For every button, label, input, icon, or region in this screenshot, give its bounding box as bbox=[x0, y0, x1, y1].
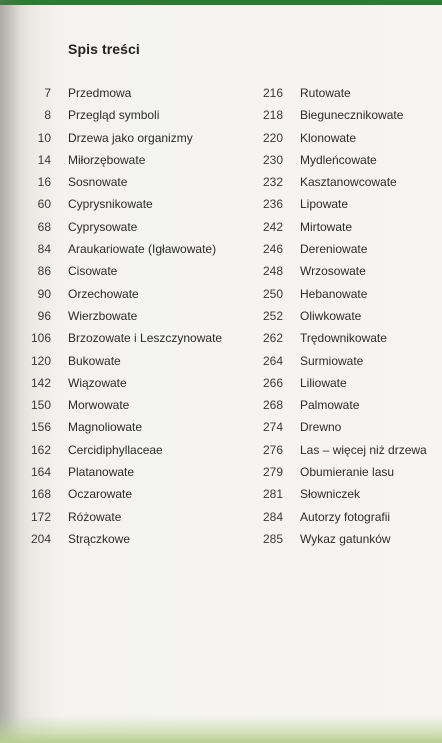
toc-section-name: Przegląd symboli bbox=[68, 108, 160, 123]
toc-entry bbox=[20, 197, 250, 219]
toc-section-name: Kasztanowcowate bbox=[300, 175, 397, 190]
toc-page-number: 10 bbox=[37, 130, 51, 145]
toc-entry bbox=[20, 287, 250, 309]
toc-section-name: Autorzy fotografii bbox=[300, 509, 391, 524]
toc-entry bbox=[20, 420, 250, 442]
toc-entry bbox=[20, 220, 250, 242]
toc-section-name: Mydleńcowate bbox=[300, 152, 377, 167]
toc-page-number: 216 bbox=[262, 86, 283, 100]
toc-page-number: 230 bbox=[262, 152, 283, 167]
bottom-green-edge bbox=[0, 715, 442, 743]
toc-entry bbox=[252, 175, 437, 197]
toc-section-name: Mirtowate bbox=[300, 219, 353, 234]
toc-section-name: Las – więcej niż drzewa bbox=[300, 442, 427, 457]
toc-section-name: Przedmowa bbox=[68, 86, 132, 100]
toc-page-number: 60 bbox=[37, 197, 51, 212]
toc-entry bbox=[252, 309, 437, 331]
toc-page-number: 106 bbox=[30, 331, 51, 346]
toc-page-number: 236 bbox=[262, 197, 283, 212]
toc-entry bbox=[20, 153, 250, 175]
toc-page-number: 279 bbox=[262, 465, 283, 480]
toc-page-number: 248 bbox=[262, 264, 283, 279]
toc-section-name: Cyprysowate bbox=[68, 219, 138, 234]
toc-entry bbox=[252, 153, 437, 175]
toc-entry bbox=[20, 532, 250, 554]
toc-page-number: 281 bbox=[262, 487, 283, 502]
toc-section-name: Dereniowate bbox=[300, 242, 368, 257]
toc-entry bbox=[20, 376, 250, 398]
toc-entry bbox=[252, 287, 437, 309]
toc-section-name: Bukowate bbox=[68, 353, 121, 368]
toc-section-name: Wiązowate bbox=[68, 375, 127, 390]
toc-page-number: 242 bbox=[262, 219, 283, 234]
toc-section-name: Klonowate bbox=[300, 130, 357, 145]
toc-column-right bbox=[252, 86, 437, 554]
toc-page-number: 220 bbox=[262, 130, 283, 145]
toc-page-number: 16 bbox=[37, 175, 51, 190]
toc-section-name: Różowate bbox=[68, 509, 122, 524]
toc-section-name: Wykaz gatunków bbox=[300, 531, 391, 546]
toc-entry bbox=[20, 131, 250, 153]
toc-section-name: Cercidiphyllaceae bbox=[68, 442, 163, 457]
toc-page-number: 7 bbox=[44, 86, 51, 100]
toc-section-name: Cisowate bbox=[68, 264, 118, 279]
toc-section-name: Miłorzębowate bbox=[68, 152, 146, 167]
toc-section-name: Surmiowate bbox=[300, 353, 364, 368]
toc-section-name: Oczarowate bbox=[68, 487, 133, 502]
toc-page-number: 14 bbox=[37, 152, 51, 167]
toc-section-name: Palmowate bbox=[300, 398, 360, 413]
toc-entry bbox=[252, 242, 437, 264]
toc-page-number: 218 bbox=[262, 108, 283, 123]
toc-entry bbox=[252, 443, 437, 465]
toc-entry bbox=[20, 331, 250, 353]
toc-entry bbox=[20, 354, 250, 376]
spine-shadow bbox=[0, 0, 22, 743]
toc-column-left bbox=[20, 86, 250, 554]
toc-section-name: Araukariowate (Igławowate) bbox=[68, 242, 217, 257]
toc-section-name: Orzechowate bbox=[68, 286, 139, 301]
toc-entry bbox=[20, 242, 250, 264]
toc-page-number: 276 bbox=[262, 442, 283, 457]
toc-section-name: Wierzbowate bbox=[68, 308, 138, 323]
toc-section-name: Sosnowate bbox=[68, 175, 128, 190]
toc-page-number: 285 bbox=[262, 531, 283, 546]
toc-section-name: Cyprysnikowate bbox=[68, 197, 153, 212]
toc-page-number: 252 bbox=[262, 308, 283, 323]
toc-section-name: Magnoliowate bbox=[68, 420, 143, 435]
toc-section-name: Rutowate bbox=[300, 86, 351, 100]
toc-section-name: Oliwkowate bbox=[300, 308, 362, 323]
toc-page-number: 150 bbox=[30, 398, 51, 413]
toc-page-number: 156 bbox=[30, 420, 51, 435]
toc-entry bbox=[252, 376, 437, 398]
toc-entry bbox=[252, 398, 437, 420]
toc-page-number: 284 bbox=[262, 509, 283, 524]
toc-page-number: 262 bbox=[262, 331, 283, 346]
toc-page-number: 90 bbox=[37, 286, 51, 301]
toc-entry bbox=[252, 86, 437, 108]
toc-section-name: Słowniczek bbox=[300, 487, 361, 502]
toc-entry bbox=[20, 309, 250, 331]
toc-entry bbox=[20, 175, 250, 197]
toc-page-number: 68 bbox=[37, 219, 51, 234]
toc-entry bbox=[252, 487, 437, 509]
toc-section-name: Trędownikowate bbox=[300, 331, 387, 346]
toc-entry bbox=[20, 398, 250, 420]
top-green-strip bbox=[0, 0, 442, 5]
toc-entry bbox=[252, 197, 437, 219]
toc-entry bbox=[252, 131, 437, 153]
toc-entry bbox=[20, 443, 250, 465]
toc-entry bbox=[20, 86, 250, 108]
toc-page-number: 266 bbox=[262, 375, 283, 390]
toc-entry bbox=[252, 264, 437, 286]
toc-entry bbox=[20, 487, 250, 509]
toc-section-name: Brzozowate i Leszczynowate bbox=[68, 331, 223, 346]
toc-entry bbox=[252, 510, 437, 532]
toc-entry bbox=[252, 354, 437, 376]
toc-section-name: Drewno bbox=[300, 420, 342, 435]
toc-page-number: 168 bbox=[30, 487, 51, 502]
toc-entry bbox=[20, 264, 250, 286]
toc-section-name: Platanowate bbox=[68, 465, 135, 480]
toc-page-number: 84 bbox=[37, 242, 51, 257]
toc-section-name: Morwowate bbox=[68, 398, 130, 413]
toc-page-number: 274 bbox=[262, 420, 283, 435]
toc-entry bbox=[252, 532, 437, 554]
toc-entry bbox=[252, 220, 437, 242]
toc-page-number: 86 bbox=[37, 264, 51, 279]
toc-page-number: 8 bbox=[44, 108, 51, 123]
toc-entry bbox=[20, 510, 250, 532]
toc-section-name: Lipowate bbox=[300, 197, 349, 212]
toc-section-name: Biegunecznikowate bbox=[300, 108, 404, 123]
toc-page-number: 232 bbox=[262, 175, 283, 190]
toc-page-number: 142 bbox=[30, 375, 51, 390]
toc-entry bbox=[252, 465, 437, 487]
toc-entry bbox=[252, 108, 437, 130]
toc-section-name: Liliowate bbox=[300, 375, 347, 390]
toc-section-name: Strączkowe bbox=[68, 531, 131, 546]
toc-section-name: Wrzosowate bbox=[300, 264, 366, 279]
toc-page-number: 120 bbox=[30, 353, 51, 368]
toc-page-number: 204 bbox=[30, 531, 51, 546]
toc-page-number: 250 bbox=[262, 286, 283, 301]
page-title: Spis treści bbox=[68, 41, 140, 57]
toc-entry bbox=[252, 420, 437, 442]
toc-entry bbox=[20, 108, 250, 130]
toc-entry bbox=[20, 465, 250, 487]
toc-page-number: 264 bbox=[262, 353, 283, 368]
toc-section-name: Drzewa jako organizmy bbox=[68, 130, 193, 145]
toc-section-name: Hebanowate bbox=[300, 286, 368, 301]
toc-section-name: Obumieranie lasu bbox=[300, 465, 395, 480]
toc-entry bbox=[252, 331, 437, 353]
toc-page-number: 172 bbox=[30, 509, 51, 524]
toc-page-number: 268 bbox=[262, 398, 283, 413]
toc-page-number: 246 bbox=[262, 242, 283, 257]
toc-page-number: 164 bbox=[30, 465, 51, 480]
toc-page-number: 162 bbox=[30, 442, 51, 457]
toc-page-number: 96 bbox=[37, 308, 51, 323]
